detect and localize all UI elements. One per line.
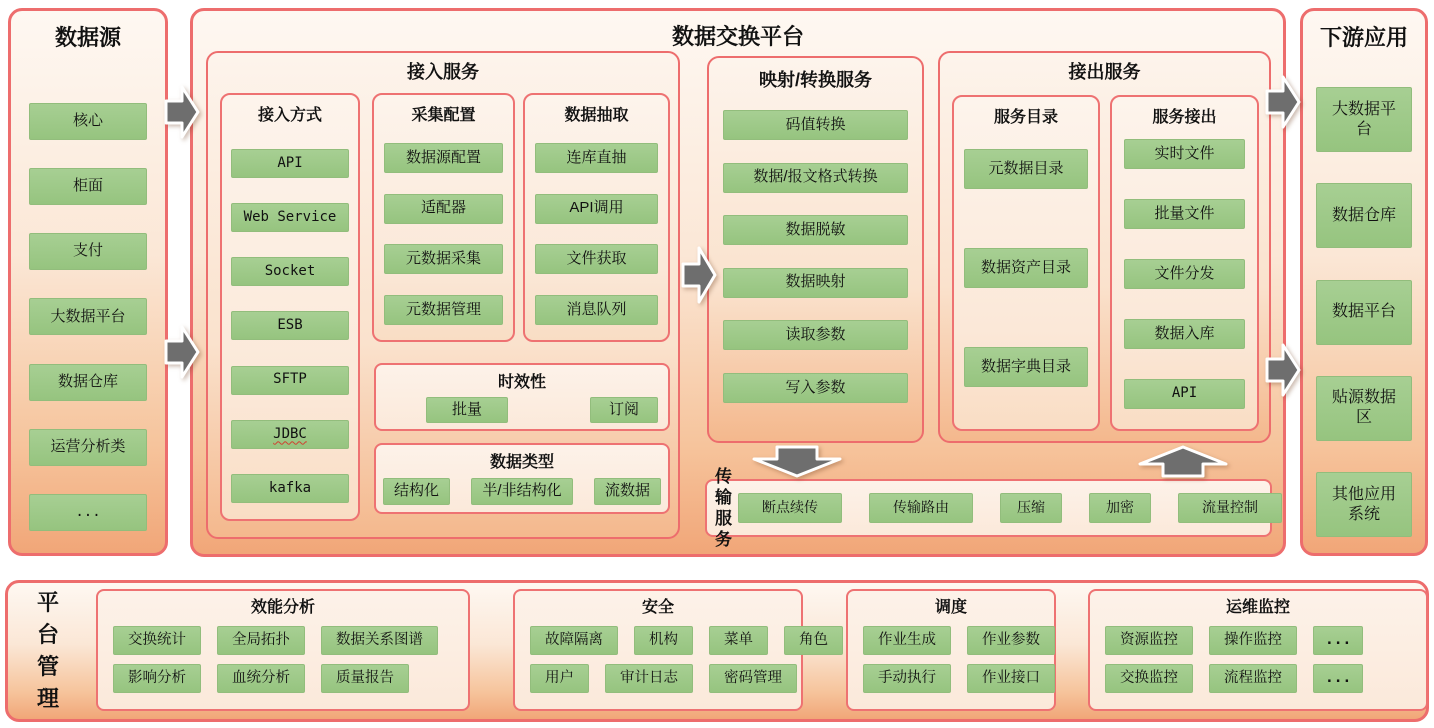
service-catalog-title: 服务目录 (993, 109, 1058, 126)
monitoring-item: 操作监控 (1209, 626, 1297, 655)
access-method-item: JDBC (231, 420, 349, 449)
access-service-title: 接入服务 (407, 62, 479, 82)
collect-config-item: 适配器 (384, 194, 503, 224)
data-extract-item: 文件获取 (535, 244, 658, 274)
access-method-item: kafka (231, 474, 349, 503)
downstream-title: 下游应用 (1319, 25, 1408, 50)
data-extract-panel (523, 93, 670, 342)
security-row-2 (530, 664, 801, 693)
monitoring-row-2 (1105, 664, 1426, 693)
access-methods-list (231, 149, 349, 503)
mapping-service-item: 写入参数 (723, 373, 908, 403)
collect-config-item: 元数据采集 (384, 244, 503, 274)
datasource-panel (8, 8, 168, 556)
service-catalog-panel (952, 95, 1100, 431)
datasource-item: 数据仓库 (29, 364, 147, 401)
monitoring-item: 流程监控 (1209, 664, 1297, 693)
management-section-scheduling (846, 589, 1056, 711)
mapping-service-item: 码值转换 (723, 110, 908, 140)
management-section-monitoring (1088, 589, 1428, 711)
platform-title: 数据交换平台 (671, 24, 804, 49)
monitoring-item: ... (1313, 626, 1363, 655)
datatypes-list (383, 478, 661, 505)
arrow-right-icon (163, 82, 201, 142)
access-methods-title: 接入方式 (257, 107, 322, 124)
efficiency-row-1 (113, 626, 468, 655)
datasource-item: 支付 (29, 233, 147, 270)
datasource-item: ... (29, 494, 147, 531)
scheduling-row-1 (863, 626, 1054, 655)
monitoring-item: ... (1313, 664, 1363, 693)
security-item: 审计日志 (605, 664, 693, 693)
service-out-item: 实时文件 (1124, 139, 1245, 169)
datatypes-panel (374, 443, 670, 514)
security-item: 故障隔离 (530, 626, 618, 655)
efficiency-item: 质量报告 (321, 664, 409, 693)
transfer-service-item: 压缩 (1000, 493, 1062, 523)
access-service-panel (206, 51, 680, 539)
timeliness-panel (374, 363, 670, 431)
monitoring-title: 运维监控 (1225, 599, 1290, 616)
downstream-item: 数据平台 (1316, 280, 1412, 345)
mapping-service-item: 数据映射 (723, 268, 908, 298)
timeliness-item: 订阅 (590, 397, 658, 423)
transfer-service-list (738, 493, 1358, 523)
datatype-item: 流数据 (594, 478, 661, 505)
management-section-efficiency (96, 589, 470, 711)
transfer-service-item: 传输路由 (869, 493, 973, 523)
efficiency-item: 全局拓扑 (217, 626, 305, 655)
datasource-item: 大数据平台 (29, 298, 147, 335)
efficiency-row-2 (113, 664, 468, 693)
service-out-item: 批量文件 (1124, 199, 1245, 229)
scheduling-item: 手动执行 (863, 664, 951, 693)
arrow-right-icon (680, 243, 718, 307)
timeliness-list (376, 397, 668, 425)
data-extract-title: 数据抽取 (564, 107, 629, 124)
datatype-item: 结构化 (383, 478, 450, 505)
mapping-service-title: 映射/转换服务 (758, 70, 872, 90)
security-item: 菜单 (709, 626, 768, 655)
security-item: 角色 (784, 626, 843, 655)
service-catalog-item: 数据字典目录 (964, 347, 1088, 387)
transfer-service-item: 流量控制 (1178, 493, 1282, 523)
security-item: 机构 (634, 626, 693, 655)
access-method-item: API (231, 149, 349, 178)
data-extract-item: 消息队列 (535, 295, 658, 325)
service-out-item: 文件分发 (1124, 259, 1245, 289)
collect-config-title: 采集配置 (411, 107, 476, 124)
exchange-platform-panel (190, 8, 1286, 557)
service-out-panel (1110, 95, 1259, 431)
data-extract-item: API调用 (535, 194, 658, 224)
transfer-service-title: 传输服务 (715, 466, 732, 550)
downstream-item: 其他应用系统 (1316, 472, 1412, 537)
datatype-item: 半/非结构化 (471, 478, 572, 505)
downstream-list (1316, 87, 1412, 537)
collect-config-panel (372, 93, 515, 342)
collect-config-item: 元数据管理 (384, 295, 503, 325)
efficiency-title: 效能分析 (250, 599, 315, 616)
management-section-security (513, 589, 828, 711)
efficiency-item: 血统分析 (217, 664, 305, 693)
downstream-item: 贴源数据区 (1316, 376, 1412, 441)
scheduling-item: 作业接口 (967, 664, 1055, 693)
data-extract-item: 连库直抽 (535, 143, 658, 173)
datasource-list (29, 103, 147, 531)
mapping-service-item: 数据脱敏 (723, 215, 908, 245)
datatypes-title: 数据类型 (489, 454, 554, 471)
datasource-item: 柜面 (29, 168, 147, 205)
security-title: 安全 (641, 599, 674, 616)
security-row-1 (530, 626, 828, 655)
service-out-list (1124, 139, 1245, 409)
access-method-item: Web Service (231, 203, 349, 232)
scheduling-item: 作业参数 (967, 626, 1055, 655)
datasource-item: 核心 (29, 103, 147, 140)
mapping-service-item: 数据/报文格式转换 (723, 163, 908, 193)
scheduling-row-2 (863, 664, 1054, 693)
monitoring-row-1 (1105, 626, 1426, 655)
service-catalog-item: 数据资产目录 (964, 248, 1088, 288)
collect-config-item: 数据源配置 (384, 143, 503, 173)
access-method-item: SFTP (231, 366, 349, 395)
arrow-right-icon (1264, 72, 1302, 132)
service-catalog-list (964, 149, 1088, 387)
transfer-service-item: 加密 (1089, 493, 1151, 523)
scheduling-title: 调度 (934, 599, 967, 616)
monitoring-item: 交换监控 (1105, 664, 1193, 693)
datasource-title: 数据源 (54, 25, 121, 50)
downstream-item: 大数据平台 (1316, 87, 1412, 152)
transfer-service-item: 断点续传 (738, 493, 842, 523)
data-extract-list (535, 143, 658, 325)
downstream-panel (1300, 8, 1428, 556)
collect-config-list (384, 143, 503, 325)
service-out-item: 数据入库 (1124, 319, 1245, 349)
timeliness-item: 批量 (426, 397, 508, 423)
datasource-item: 运营分析类 (29, 429, 147, 466)
service-out-item: API (1124, 379, 1245, 409)
access-method-item: Socket (231, 257, 349, 286)
efficiency-item: 数据关系图谱 (321, 626, 438, 655)
service-catalog-item: 元数据目录 (964, 149, 1088, 189)
efficiency-item: 影响分析 (113, 664, 201, 693)
arrow-up-icon (1138, 445, 1228, 478)
access-method-item: ESB (231, 311, 349, 340)
mapping-service-item: 读取参数 (723, 320, 908, 350)
downstream-item: 数据仓库 (1316, 183, 1412, 248)
arrow-down-icon (752, 445, 842, 478)
management-title: 平台管理 (36, 590, 59, 711)
mapping-service-panel (707, 56, 924, 443)
scheduling-item: 作业生成 (863, 626, 951, 655)
output-service-panel (938, 51, 1271, 443)
arrow-right-icon (163, 322, 201, 382)
arrow-right-icon (1264, 340, 1302, 400)
monitoring-item: 资源监控 (1105, 626, 1193, 655)
timeliness-title: 时效性 (497, 374, 546, 391)
service-out-title: 服务接出 (1152, 109, 1217, 126)
management-panel (5, 580, 1429, 722)
security-item: 用户 (530, 664, 589, 693)
mapping-service-list (723, 110, 908, 403)
efficiency-item: 交换统计 (113, 626, 201, 655)
security-item: 密码管理 (709, 664, 797, 693)
output-service-title: 接出服务 (1068, 62, 1141, 82)
access-methods-panel (220, 93, 360, 521)
transfer-service-panel (705, 466, 1272, 550)
